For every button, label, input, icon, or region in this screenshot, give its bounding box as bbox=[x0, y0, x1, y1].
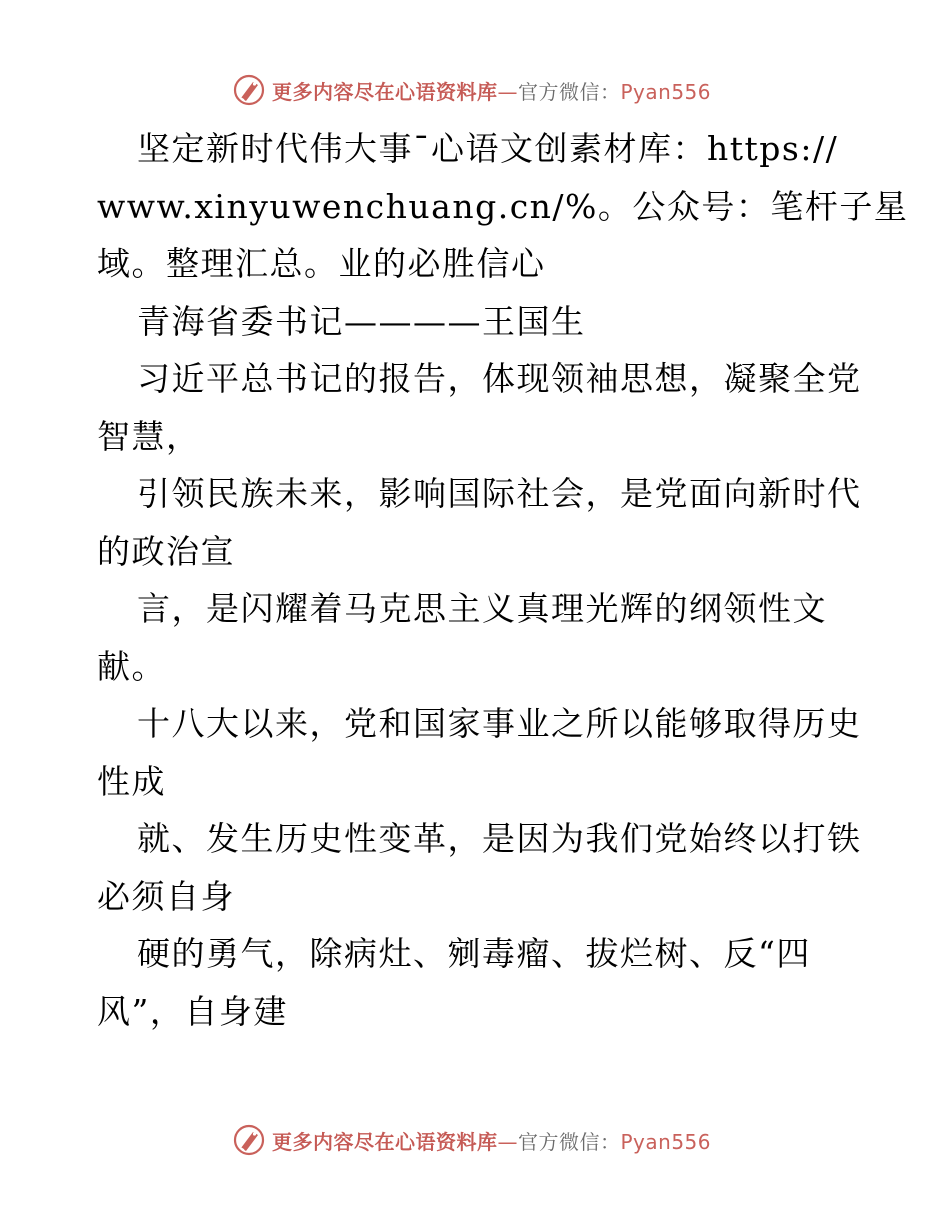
body-line: 十八大以来，党和国家事业之所以能够取得历史 bbox=[137, 704, 862, 743]
body-line: 的政治宣 bbox=[97, 531, 235, 571]
page-footer-banner bbox=[232, 1123, 711, 1157]
body-line: 青海省委书记————王国生 bbox=[137, 301, 586, 341]
body-line: www.xinyuwenchuang.cn/%。公众号：笔杆子星 bbox=[97, 186, 909, 226]
body-line: 言，是闪耀着马克思主义真理光辉的纲领性文 bbox=[137, 589, 827, 628]
banner-wechat-label: 官方微信： bbox=[518, 1129, 621, 1154]
body-line: 献。 bbox=[97, 646, 166, 686]
pen-nib-logo-icon bbox=[232, 73, 266, 107]
body-line: 引领民族未来，影响国际社会，是党面向新时代 bbox=[137, 474, 862, 513]
body-line: 坚定新时代伟大事¯心语文创素材库：https:// bbox=[137, 129, 839, 168]
banner-site-text: 更多内容尽在心语资料库 bbox=[272, 79, 498, 104]
banner-wechat-handle: Pyan556 bbox=[620, 79, 712, 104]
body-line: 就、发生历史性变革，是因为我们党始终以打铁 bbox=[137, 819, 862, 858]
banner-separator: — bbox=[497, 1129, 518, 1154]
document-body bbox=[97, 120, 909, 1040]
page-header-banner bbox=[232, 73, 711, 107]
body-line: 习近平总书记的报告，体现领袖思想，凝聚全党 bbox=[137, 359, 862, 398]
body-line: 必须自身 bbox=[97, 876, 235, 916]
banner-wechat-handle: Pyan556 bbox=[620, 1129, 712, 1154]
banner-site-text: 更多内容尽在心语资料库 bbox=[272, 1129, 498, 1154]
body-line: 风”，自身建 bbox=[97, 991, 288, 1031]
pen-nib-logo-icon bbox=[232, 1123, 266, 1157]
body-line: 智慧， bbox=[97, 416, 201, 456]
banner-separator: — bbox=[497, 79, 518, 104]
banner-text bbox=[272, 1126, 711, 1155]
body-line: 硬的勇气，除病灶、剜毒瘤、拔烂树、反“四 bbox=[137, 934, 811, 973]
banner-wechat-label: 官方微信： bbox=[518, 79, 621, 104]
body-line: 域。整理汇总。业的必胜信心 bbox=[97, 244, 546, 283]
banner-text bbox=[272, 76, 711, 105]
body-line: 性成 bbox=[97, 761, 166, 801]
